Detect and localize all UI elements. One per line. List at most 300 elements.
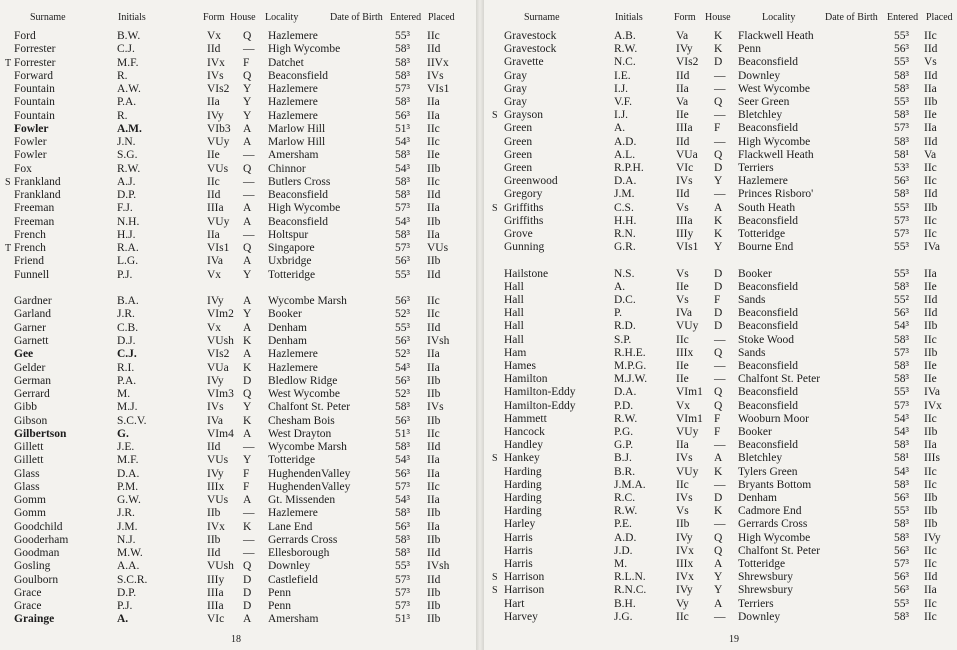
surname-cell: Gray	[504, 69, 527, 82]
surname-cell: Harrison	[504, 584, 545, 597]
placed-cell: IIb	[427, 600, 441, 613]
initials-cell: D.A.	[117, 467, 140, 480]
entered-cell: 58³	[894, 478, 909, 491]
register-row	[484, 241, 957, 254]
surname-cell: Fountain	[14, 96, 55, 109]
placed-cell: IIc	[427, 427, 440, 440]
house-cell: —	[243, 547, 255, 560]
initials-cell: P.M.	[117, 480, 139, 493]
surname-cell: Harding	[504, 465, 542, 478]
locality-cell: Cadmore End	[738, 505, 802, 518]
house-cell: K	[243, 414, 252, 427]
initials-cell: R.D.	[614, 320, 636, 333]
house-cell: Q	[243, 30, 252, 42]
house-cell: K	[714, 30, 723, 42]
house-cell: —	[243, 175, 255, 188]
house-cell: F	[243, 480, 250, 493]
house-cell: D	[243, 586, 252, 599]
form-cell: IVy	[207, 295, 224, 308]
form-cell: IIe	[676, 360, 689, 372]
placed-cell: IIa	[924, 439, 937, 452]
placed-cell: IIb	[924, 492, 938, 504]
placed-cell: IIb	[924, 518, 938, 531]
header-initials: Initials	[118, 12, 146, 23]
surname-cell: Glass	[14, 480, 40, 493]
house-cell: D	[714, 280, 723, 293]
locality-cell: Singapore	[268, 242, 315, 255]
locality-cell: Hazlemere	[268, 109, 318, 122]
entered-cell: 54³	[894, 320, 909, 333]
register-row	[0, 70, 476, 83]
entered-cell: 56³	[894, 584, 909, 597]
entered-cell: 54³	[395, 162, 410, 175]
placed-cell: IIb	[924, 320, 938, 333]
house-cell: A	[243, 295, 252, 308]
surname-cell: Gosling	[14, 560, 51, 573]
initials-cell: V.F.	[614, 96, 633, 108]
register-row	[0, 163, 476, 176]
entered-cell: 51³	[395, 613, 410, 626]
header-form: Form	[203, 12, 225, 23]
surname-cell: Goodchild	[14, 520, 63, 533]
header-dob: Date of Birth	[825, 12, 878, 23]
initials-cell: R.W.	[614, 505, 638, 518]
form-cell: Vx	[676, 399, 691, 412]
entered-cell: 55³	[894, 96, 909, 108]
surname-cell: Hames	[504, 360, 536, 372]
initials-cell: P.	[614, 307, 622, 320]
house-cell: F	[243, 467, 250, 480]
entered-cell: 57³	[894, 122, 909, 135]
placed-cell: IId	[427, 268, 441, 281]
surname-cell: Harris	[504, 531, 533, 544]
surname-cell: Garner	[14, 321, 46, 334]
locality-cell: Penn	[268, 600, 291, 613]
locality-cell: Downley	[738, 610, 781, 623]
form-cell: IIc	[676, 610, 689, 623]
form-cell: IVy	[207, 109, 224, 122]
surname-cell: Grace	[14, 586, 42, 599]
form-cell: VUs	[207, 454, 229, 467]
initials-cell: G.	[117, 427, 129, 440]
register-row	[0, 242, 476, 255]
house-cell: A	[243, 494, 252, 507]
locality-cell: Wycombe Marsh	[268, 441, 347, 454]
entered-cell: 58³	[395, 547, 410, 560]
surname-cell: French	[14, 228, 46, 241]
entered-cell: 57³	[395, 480, 410, 493]
form-cell: IVx	[207, 56, 225, 69]
placed-cell: IIb	[427, 533, 441, 546]
initials-cell: S.P.	[614, 333, 632, 346]
entered-cell: 57³	[894, 228, 909, 240]
surname-cell: Gibb	[14, 401, 37, 414]
placed-cell: IIa	[427, 348, 440, 361]
initials-cell: M.F.	[117, 454, 139, 467]
header-initials: Initials	[615, 12, 643, 23]
entered-cell: 58³	[395, 175, 410, 188]
house-cell: —	[243, 43, 255, 56]
placed-cell: IIc	[924, 162, 937, 174]
house-cell: A	[243, 215, 252, 228]
surname-cell: Funnell	[14, 268, 50, 281]
register-row	[0, 269, 476, 282]
initials-cell: P.J.	[117, 268, 133, 281]
form-cell: IIb	[207, 507, 221, 520]
entered-cell: 58¹	[894, 452, 909, 465]
locality-cell: Amersham	[268, 149, 319, 162]
surname-cell: Hall	[504, 307, 524, 320]
surname-cell: Frankland	[14, 175, 61, 188]
entered-cell: 51³	[395, 122, 410, 135]
initials-cell: D.P.	[117, 586, 137, 599]
page-number: 18	[231, 634, 241, 645]
initials-cell: I.E.	[614, 69, 631, 82]
entered-cell: 57³	[395, 600, 410, 613]
surname-cell: Hall	[504, 280, 524, 293]
locality-cell: Marlow Hill	[268, 136, 326, 149]
placed-cell: IIb	[924, 426, 938, 438]
register-row	[484, 307, 957, 320]
locality-cell: Downley	[738, 69, 781, 82]
form-cell: IId	[207, 189, 221, 202]
header-locality: Locality	[762, 12, 796, 23]
form-cell: VIs2	[676, 56, 699, 69]
entered-cell: 54³	[395, 454, 410, 467]
house-cell: A	[714, 558, 723, 570]
locality-cell: Chalfont St. Peter	[268, 401, 351, 414]
locality-cell: Totteridge	[268, 454, 316, 467]
placed-cell: IId	[924, 571, 938, 584]
form-cell: IVs	[207, 69, 224, 82]
house-cell: —	[714, 69, 726, 82]
form-cell: VIc	[207, 613, 225, 626]
entered-cell: 52³	[395, 388, 410, 401]
entered-cell: 58³	[894, 69, 909, 82]
form-cell: Vy	[676, 597, 689, 610]
locality-cell: Ellesborough	[268, 547, 330, 560]
register-row	[0, 401, 476, 414]
form-cell: VIs2	[207, 83, 230, 96]
initials-cell: J.D.	[614, 544, 633, 557]
placed-cell: IIb	[924, 505, 938, 518]
form-cell: IIe	[676, 280, 689, 293]
form-cell: VUy	[676, 426, 699, 438]
surname-cell: Frankland	[14, 189, 61, 202]
initials-cell: B.A.	[117, 295, 139, 308]
surname-cell: Hall	[504, 320, 524, 333]
initials-cell: S.G.	[117, 149, 138, 162]
surname-cell: Garnett	[14, 334, 49, 347]
register-row	[0, 600, 476, 613]
house-cell: —	[714, 109, 726, 122]
form-cell: IId	[676, 69, 690, 82]
entered-cell: 56³	[894, 571, 909, 584]
form-cell: VUa	[207, 361, 229, 374]
form-cell: IId	[676, 135, 690, 148]
form-cell: IIc	[207, 175, 220, 188]
placed-cell: IIc	[924, 465, 937, 478]
locality-cell: HughendenValley	[268, 480, 351, 493]
surname-cell: Garland	[14, 308, 52, 321]
placed-cell: IIa	[427, 494, 440, 507]
surname-cell: Hancock	[504, 426, 545, 438]
entered-cell: 57³	[894, 558, 909, 570]
entered-cell: 56³	[894, 492, 909, 504]
register-row	[484, 149, 957, 162]
placed-cell: IIb	[427, 374, 441, 387]
surname-cell: Glass	[14, 467, 40, 480]
form-cell: VIs1	[676, 241, 699, 254]
placed-cell: IId	[924, 294, 938, 306]
house-cell: Q	[243, 560, 252, 573]
locality-cell: Castlefield	[268, 573, 318, 586]
register-row	[484, 532, 957, 545]
initials-cell: F.J.	[117, 202, 133, 215]
house-cell: —	[243, 149, 255, 162]
initials-cell: J.M.A.	[614, 478, 646, 491]
placed-cell: IIe	[924, 373, 937, 386]
form-cell: IVx	[676, 544, 694, 557]
form-cell: IId	[676, 188, 690, 201]
header-entered: Entered	[390, 12, 422, 23]
register-row	[0, 110, 476, 123]
locality-cell: Seer Green	[738, 96, 790, 108]
entered-cell: 58³	[395, 507, 410, 520]
form-cell: IVs	[676, 452, 693, 465]
register-row	[0, 454, 476, 467]
surname-cell: Gomm	[14, 494, 46, 507]
register-row	[0, 202, 476, 215]
entered-cell: 58³	[894, 333, 909, 346]
house-cell: Y	[243, 268, 252, 281]
house-cell: A	[714, 452, 723, 465]
locality-cell: HughendenValley	[268, 467, 351, 480]
entered-cell: 58³	[894, 531, 909, 544]
surname-cell: Harding	[504, 492, 542, 504]
entered-cell: 58³	[395, 149, 410, 162]
entered-cell: 56³	[395, 334, 410, 347]
initials-cell: R.L.N.	[614, 571, 646, 584]
form-cell: IVx	[676, 571, 694, 584]
placed-cell: IIc	[924, 228, 937, 240]
locality-cell: West Wycombe	[268, 388, 340, 401]
house-cell: Q	[243, 388, 252, 401]
book-gutter	[476, 0, 484, 650]
locality-cell: High Wycombe	[268, 43, 341, 56]
locality-cell: Tylers Green	[738, 465, 798, 478]
form-cell: VUy	[207, 136, 230, 149]
form-cell: Vx	[207, 268, 222, 281]
house-cell: —	[243, 189, 255, 202]
entered-cell: 57³	[894, 214, 909, 227]
placed-cell: IIb	[924, 96, 938, 108]
register-row	[0, 295, 476, 308]
header-placed: Placed	[428, 12, 455, 23]
register-row	[484, 413, 957, 426]
surname-cell: Greenwood	[504, 175, 558, 188]
initials-cell: D.J.	[117, 334, 136, 347]
register-row	[484, 452, 957, 465]
initials-cell: S.C.R.	[117, 573, 148, 586]
house-cell: A	[243, 613, 252, 626]
house-cell: —	[714, 333, 726, 346]
form-cell: IId	[207, 441, 221, 454]
house-cell: F	[714, 426, 721, 438]
locality-cell: Hazlemere	[268, 30, 318, 42]
entered-cell: 58³	[395, 43, 410, 56]
register-row	[484, 136, 957, 149]
locality-cell: Beaconsfield	[738, 386, 799, 399]
house-cell: Y	[243, 308, 252, 321]
locality-cell: Gerrards Cross	[738, 518, 808, 531]
placed-cell: IId	[427, 547, 441, 560]
placed-cell: IId	[924, 43, 938, 56]
surname-cell: Gravette	[504, 56, 544, 69]
form-cell: IVs	[676, 492, 693, 504]
initials-cell: I.J.	[614, 82, 629, 95]
house-cell: Y	[714, 175, 723, 188]
entered-cell: 54³	[894, 465, 909, 478]
locality-cell: Chalfont St. Peter	[738, 544, 821, 557]
register-row	[0, 229, 476, 242]
placed-cell: IIa	[427, 202, 440, 215]
locality-cell: Terriers	[738, 162, 774, 174]
register-row	[0, 322, 476, 335]
register-row	[0, 547, 476, 560]
form-cell: IIa	[207, 228, 220, 241]
house-cell: A	[243, 136, 252, 149]
locality-cell: Hazlemere	[268, 507, 318, 520]
entered-cell: 55³	[894, 30, 909, 42]
locality-cell: Beaconsfield	[268, 69, 329, 82]
entered-cell: 58³	[395, 96, 410, 109]
form-cell: IIa	[676, 439, 689, 452]
register-row	[484, 175, 957, 188]
form-cell: Vs	[676, 505, 689, 518]
surname-cell: Gravestock	[504, 30, 557, 42]
register-row	[0, 388, 476, 401]
register-row	[484, 56, 957, 69]
entered-cell: 57³	[395, 202, 410, 215]
initials-cell: C.J.	[117, 43, 135, 56]
surname-cell: Goulborn	[14, 573, 59, 586]
form-cell: IVy	[676, 531, 693, 544]
form-cell: IVy	[676, 43, 693, 56]
house-cell: D	[714, 56, 723, 69]
placed-cell: IVsh	[427, 560, 450, 573]
house-cell: Y	[714, 584, 723, 597]
entered-cell: 56³	[395, 467, 410, 480]
prefix-mark: S	[492, 202, 498, 214]
entered-cell: 58³	[395, 533, 410, 546]
locality-cell: Beaconsfield	[738, 56, 799, 69]
locality-cell: Beaconsfield	[738, 214, 799, 227]
placed-cell: IIIs	[924, 452, 940, 465]
house-cell: Q	[714, 399, 723, 412]
surname-cell: Hamilton	[504, 373, 548, 386]
initials-cell: G.P.	[614, 439, 634, 452]
house-cell: K	[243, 361, 252, 374]
surname-cell: Griffiths	[504, 214, 544, 227]
house-cell: Y	[243, 109, 252, 122]
form-cell: IId	[207, 43, 221, 56]
surname-cell: Hamilton-Eddy	[504, 386, 576, 399]
locality-cell: Sands	[738, 346, 766, 359]
form-cell: IIe	[676, 373, 689, 386]
form-cell: VUa	[676, 148, 698, 161]
register-row	[0, 560, 476, 573]
placed-cell: IIa	[427, 520, 440, 533]
initials-cell: J.M.	[117, 520, 138, 533]
register-row	[0, 255, 476, 268]
surname-cell: Gravestock	[504, 43, 557, 56]
placed-cell: IIb	[427, 215, 441, 228]
page-number: 19	[729, 634, 739, 645]
surname-cell: Gelder	[14, 361, 46, 374]
form-cell: VUsh	[207, 334, 234, 347]
locality-cell: Beaconsfield	[738, 307, 799, 320]
placed-cell: IIc	[427, 480, 440, 493]
initials-cell: R.P.H.	[614, 162, 644, 174]
form-cell: Vs	[676, 294, 689, 306]
house-cell: Q	[243, 69, 252, 82]
form-cell: IVa	[207, 414, 223, 427]
header-locality: Locality	[265, 12, 299, 23]
form-cell: VUy	[676, 320, 699, 333]
locality-cell: Booker	[738, 267, 772, 280]
surname-cell: Harris	[504, 558, 533, 570]
entered-cell: 52³	[395, 308, 410, 321]
form-cell: IVy	[676, 584, 693, 597]
house-cell: Y	[243, 83, 252, 96]
placed-cell: IIa	[924, 267, 937, 280]
form-cell: VIs2	[207, 348, 230, 361]
placed-cell: IIc	[924, 558, 937, 570]
initials-cell: D.A.	[614, 386, 637, 399]
entered-cell: 54³	[395, 361, 410, 374]
header-house: House	[705, 12, 731, 23]
surname-cell: Green	[504, 162, 533, 174]
house-cell: K	[243, 520, 252, 533]
entered-cell: 58³	[894, 109, 909, 122]
register-row	[0, 415, 476, 428]
entered-cell: 58³	[894, 518, 909, 531]
locality-cell: Flackwell Heath	[738, 30, 814, 42]
initials-cell: J.G.	[614, 610, 633, 623]
form-cell: Vx	[207, 321, 222, 334]
initials-cell: H.H.	[614, 214, 637, 227]
register-row	[484, 386, 957, 399]
surname-cell: Gee	[14, 348, 34, 361]
entered-cell: 58³	[894, 373, 909, 386]
surname-cell: Fountain	[14, 83, 55, 96]
surname-cell: Hart	[504, 597, 525, 610]
register-row	[0, 362, 476, 375]
entered-cell: 57³	[395, 242, 410, 255]
form-cell: VIc	[676, 162, 694, 174]
locality-cell: High Wycombe	[738, 531, 811, 544]
entered-cell: 57³	[894, 346, 909, 359]
initials-cell: I.J.	[614, 109, 629, 122]
register-row	[0, 176, 476, 189]
header-surname: Surname	[524, 12, 560, 23]
entered-cell: 55³	[894, 201, 909, 214]
placed-cell: IIa	[427, 96, 440, 109]
locality-cell: Hazlemere	[268, 348, 318, 361]
entered-cell: 56³	[395, 295, 410, 308]
header-placed: Placed	[926, 12, 953, 23]
